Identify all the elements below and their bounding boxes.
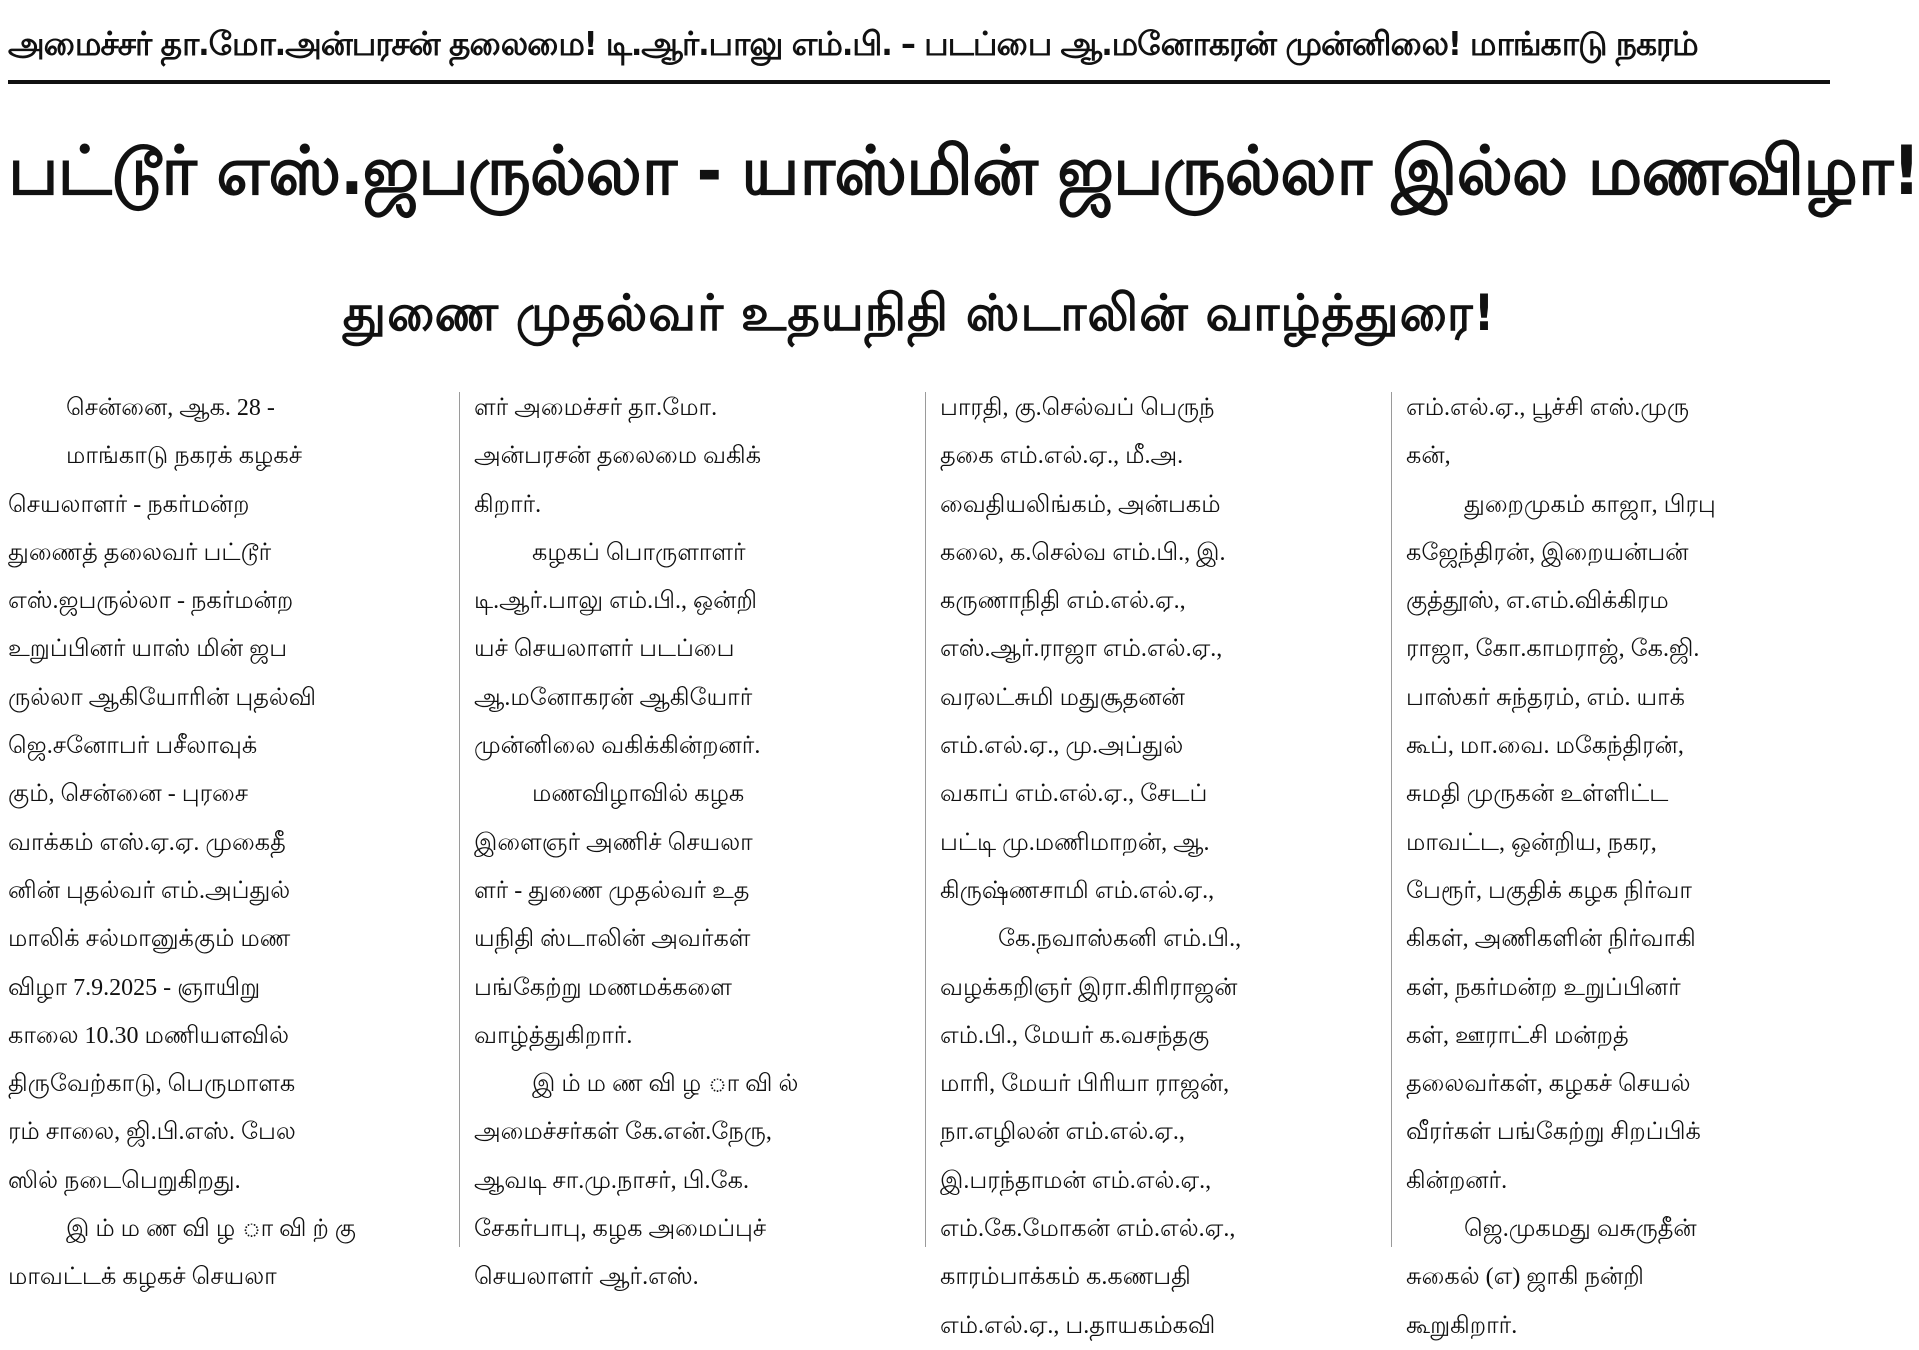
article-line: ருல்லா ஆகியோரின் புதல்வி <box>8 684 317 711</box>
article-line: ஆ.மனோகரன் ஆகியோர் <box>474 684 753 711</box>
article-line: சுமதி முருகன் உள்ளிட்ட <box>1406 781 1669 808</box>
article-line: சேகர்பாபு, கழக அமைப்புச் <box>474 1216 767 1243</box>
article-line: துணைத் தலைவர் பட்டூர் <box>8 539 272 566</box>
article-line: அமைச்சர்கள் கே.என்.நேரு, <box>474 1119 772 1146</box>
article-line: நா.எழிலன் எம்.எல்.ஏ., <box>940 1119 1185 1146</box>
article-column-1 <box>8 384 444 1291</box>
article-column-3 <box>940 384 1376 1339</box>
article-line: கூப், மா.வை. மகேந்திரன், <box>1406 733 1684 760</box>
article-line: கள், ஊராட்சி மன்றத் <box>1406 1022 1629 1049</box>
article-line: உறுப்பினர் யாஸ் மின் ஜப <box>8 636 288 663</box>
article-line: கின்றனர். <box>1406 1167 1508 1194</box>
article-body <box>8 384 1830 1339</box>
article-line: அன்பரசன் தலைமை வகிக் <box>474 443 762 470</box>
article-line: பேரூர், பகுதிக் கழக நிர்வா <box>1406 877 1692 904</box>
article-line: இளைஞர் அணிச் செயலா <box>474 829 753 856</box>
kicker-line: அமைச்சர் தா.மோ.அன்பரசன் தலைமை! டி.ஆர்.பாலு எம்.பி. – படப்பை ஆ.மனோகரன் முன்னிலை! மாங்காடு நகரம் <box>8 24 1698 63</box>
article-line: சுகைல் (எ) ஜாகி நன்றி <box>1406 1264 1644 1291</box>
article-line: டி.ஆர்.பாலு எம்.பி., ஒன்றி <box>474 588 758 615</box>
article-column-4 <box>1406 384 1830 1339</box>
article-line: யநிதி ஸ்டாலின் அவர்கள் <box>474 926 751 953</box>
article-line: எஸ்.ஜபருல்லா - நகர்மன்ற <box>8 588 294 615</box>
article-line: மாவட்டக் கழகச் செயலா <box>8 1264 277 1291</box>
article-line: சென்னை, ஆக. 28 - <box>66 395 275 421</box>
article-line: மாங்காடு நகரக் கழகச் <box>66 443 302 470</box>
article-line: ஆவடி சா.மு.நாசர், பி.கே. <box>474 1167 749 1194</box>
kicker-underline <box>8 80 1830 84</box>
article-line: எஸ்.ஆர்.ராஜா எம்.எல்.ஏ., <box>940 636 1223 663</box>
article-line: கே.நவாஸ்கனி எம்.பி., <box>998 926 1242 953</box>
article-line: துறைமுகம் காஜா, பிரபு <box>1464 491 1716 518</box>
article-line: ஜெ.முகமது வசுருதீன் <box>1464 1216 1697 1243</box>
article-line: ராஜா, கோ.காமராஜ், கே.ஜி. <box>1406 636 1700 663</box>
article-line: கழகப் பொருளாளர் <box>532 539 746 566</box>
article-line: காலை 10.30 மணியளவில் <box>8 1022 289 1049</box>
article-line: எம்.எல்.ஏ., ப.தாயகம்கவி <box>940 1312 1216 1339</box>
article-line: குத்தூஸ், எ.எம்.விக்கிரம <box>1406 588 1669 615</box>
subheadline: துணை முதல்வர் உதயநிதி ஸ்டாலின் வாழ்த்துரை! <box>342 284 1496 342</box>
article-line: ரம் சாலை, ஜி.பி.எஸ். பேல <box>8 1119 296 1146</box>
article-line: தலைவர்கள், கழகச் செயல் <box>1406 1071 1691 1098</box>
article-line: ளர் - துணை முதல்வர் உத <box>474 877 750 904</box>
article-column-2 <box>474 384 910 1291</box>
column-divider <box>925 392 926 1247</box>
article-line: கும், சென்னை - புரசை <box>8 781 248 808</box>
article-line: யச் செயலாளர் படப்பை <box>474 636 735 663</box>
article-line: மணவிழாவில் கழக <box>532 781 745 808</box>
article-line: வழக்கறிஞர் இரா.கிரிராஜன் <box>940 974 1238 1001</box>
article-line: பாரதி, கு.செல்வப் பெருந் <box>940 395 1215 421</box>
article-line: செயலாளர் ஆர்.எஸ். <box>474 1264 699 1291</box>
article-line: கலை, க.செல்வ எம்.பி., இ. <box>940 539 1226 566</box>
article-line: கருணாநிதி எம்.எல்.ஏ., <box>940 588 1186 615</box>
article-line: முன்னிலை வகிக்கின்றனர். <box>474 733 761 760</box>
article-line: வீரர்கள் பங்கேற்று சிறப்பிக் <box>1406 1119 1701 1146</box>
article-line: வகாப் எம்.எல்.ஏ., சேடப் <box>940 781 1208 808</box>
article-line: வைதியலிங்கம், அன்பகம் <box>940 491 1221 518</box>
article-line: செயலாளர் - நகர்மன்ற <box>8 491 250 518</box>
article-line: காரம்பாக்கம் க.கணபதி <box>940 1264 1191 1291</box>
article-line: கன், <box>1406 443 1451 470</box>
article-line: பட்டி மு.மணிமாறன், ஆ. <box>940 829 1210 856</box>
article-line: னின் புதல்வர் எம்.அப்துல் <box>8 877 291 904</box>
article-line: கிகள், அணிகளின் நிர்வாகி <box>1406 926 1696 953</box>
article-line: இ ம் ம ண வி ழ ா வி ற் கு <box>66 1216 356 1243</box>
article-line: தகை எம்.எல்.ஏ., மீ.அ. <box>940 443 1184 470</box>
headline: பட்டூர் எஸ்.ஜபருல்லா - யாஸ்மின் ஜபருல்லா இல்ல மணவிழா! <box>8 132 1919 211</box>
column-divider <box>459 392 460 1247</box>
article-line: பங்கேற்று மணமக்களை <box>474 974 732 1001</box>
article-line: பாஸ்கர் சுந்தரம், எம். யாக் <box>1406 684 1685 711</box>
article-line: மாரி, மேயர் பிரியா ராஜன், <box>940 1071 1230 1098</box>
article-line: கிறார். <box>474 491 542 518</box>
article-line: மாவட்ட, ஒன்றிய, நகர, <box>1406 829 1657 856</box>
column-divider <box>1391 392 1392 1247</box>
article-line: வாக்கம் எஸ்.ஏ.ஏ. முகைதீ <box>8 829 286 856</box>
article-line: கள், நகர்மன்ற உறுப்பினர் <box>1406 974 1681 1001</box>
article-line: மாலிக் சல்மானுக்கும் மண <box>8 926 291 953</box>
article-line: எம்.எல்.ஏ., பூச்சி எஸ்.முரு <box>1406 395 1690 421</box>
article-line: இ ம் ம ண வி ழ ா வி ல் <box>532 1071 799 1098</box>
article-line: கூறுகிறார். <box>1406 1312 1518 1339</box>
article-line: கிருஷ்ணசாமி எம்.எல்.ஏ., <box>940 877 1215 904</box>
article-line: திருவேற்காடு, பெருமாளக <box>8 1071 296 1098</box>
article-line: ஜெ.சனோபர் பசீலாவுக் <box>8 733 258 760</box>
article-line: கஜேந்திரன், இறையன்பன் <box>1406 539 1689 566</box>
article-line: எம்.எல்.ஏ., மு.அப்துல் <box>940 733 1184 760</box>
article-line: ளர் அமைச்சர் தா.மோ. <box>474 395 718 421</box>
article-line: எம்.பி., மேயர் க.வசந்தகு <box>940 1022 1210 1049</box>
article-line: ஸில் நடைபெறுகிறது. <box>8 1167 241 1194</box>
article-line: எம்.கே.மோகன் எம்.எல்.ஏ., <box>940 1216 1236 1243</box>
article-line: வாழ்த்துகிறார். <box>474 1022 633 1049</box>
article-line: வரலட்சுமி மதுசூதனன் <box>940 684 1185 711</box>
article-line: விழா 7.9.2025 - ஞாயிறு <box>8 974 261 1001</box>
article-line: இ.பரந்தாமன் எம்.எல்.ஏ., <box>940 1167 1212 1194</box>
